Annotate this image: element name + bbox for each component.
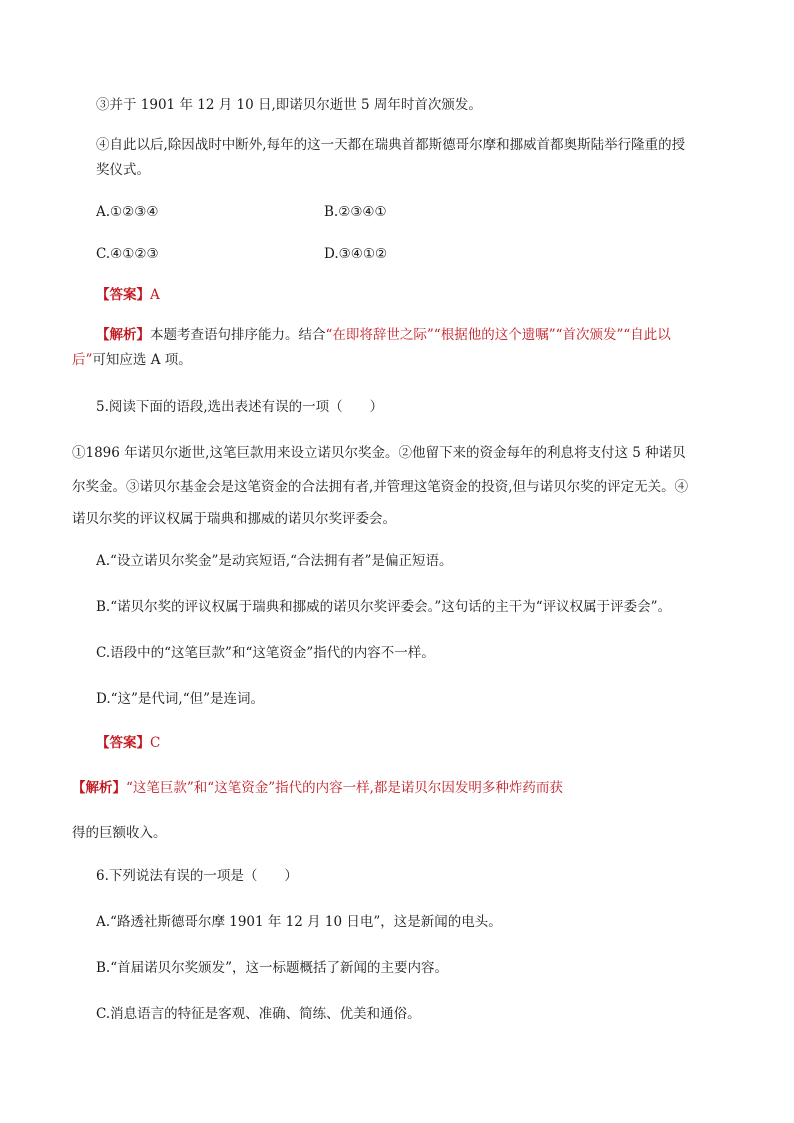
analysis-quote-end: 后” xyxy=(72,352,93,368)
q5-option-b: B.“诺贝尔奖的评议权属于瑞典和挪威的诺贝尔奖评委会。”这句话的主干为“评议权属于评委会”。 xyxy=(96,599,672,615)
sentence-4-line-1: ④自此以后,除因战时中断外,每年的这一天都在瑞典首都斯德哥尔摩和挪威首都奥斯陆举行隆重的授 xyxy=(96,137,686,153)
answer-tag: 【答案】 xyxy=(96,735,150,751)
q5-passage-line-2: 尔奖金。③诺贝尔基金会是这笔资金的合法拥有者,并管理这笔资金的投资,但与诺贝尔奖的评定无关。④ xyxy=(72,479,689,495)
q6-stem: 6.下列说法有误的一项是（ ） xyxy=(96,868,298,884)
q4-analysis-line-1 xyxy=(96,325,671,345)
answer-tag: 【答案】 xyxy=(96,287,150,303)
q4-option-d: D.③④①② xyxy=(324,246,388,262)
q5-analysis-line-2: 得的巨额收入。 xyxy=(72,825,167,841)
q5-passage-line-3: 诺贝尔奖的评议权属于瑞典和挪威的诺贝尔奖评委会。 xyxy=(72,511,396,527)
analysis-text: 本题考查语句排序能力。结合 xyxy=(150,327,326,343)
q6-option-b: B.“首届诺贝尔奖颁发”，这一标题概括了新闻的主要内容。 xyxy=(96,960,449,976)
analysis-text: “这笔巨款”和“这笔资金”指代的内容一样,都是诺贝尔因发明多种炸药而获 xyxy=(126,780,563,796)
answer-value: A xyxy=(150,287,160,303)
q6-option-c: C.消息语言的特征是客观、准确、简练、优美和通俗。 xyxy=(96,1006,421,1022)
q5-analysis-line-1 xyxy=(72,778,563,798)
analysis-tag: 【解析】 xyxy=(96,327,150,343)
answer-value: C xyxy=(150,735,161,751)
sentence-3: ③并于 1901 年 12 月 10 日,即诺贝尔逝世 5 周年时首次颁发。 xyxy=(96,97,482,113)
q5-answer xyxy=(96,733,160,753)
q5-passage-line-1: ①1896 年诺贝尔逝世,这笔巨款用来设立诺贝尔奖金。②他留下来的资金每年的利息将支付这 5 种诺贝 xyxy=(72,445,686,461)
q5-option-c: C.语段中的“这笔巨款”和“这笔资金”指代的内容不一样。 xyxy=(96,645,435,661)
q4-analysis-line-2 xyxy=(72,350,192,370)
q4-answer xyxy=(96,285,160,305)
q5-option-a: A.“设立诺贝尔奖金”是动宾短语,“合法拥有者”是偏正短语。 xyxy=(96,553,453,569)
q6-option-a: A.“路透社斯德哥尔摩 1901 年 12 月 10 日电”，这是新闻的电头。 xyxy=(96,914,502,930)
q4-option-b: B.②③④① xyxy=(324,204,387,220)
q4-option-a: A.①②③④ xyxy=(96,204,159,220)
analysis-conclusion: 可知应选 A 项。 xyxy=(92,352,192,368)
sentence-4-line-2: 奖仪式。 xyxy=(96,162,150,178)
analysis-quote: “在即将辞世之际”“根据他的这个遗嘱”“首次颁发”“自此以 xyxy=(325,327,671,343)
analysis-tag: 【解析】 xyxy=(72,780,126,796)
q4-option-c: C.④①②③ xyxy=(96,246,159,262)
q5-option-d: D.“这”是代词,“但”是连词。 xyxy=(96,691,265,707)
q5-stem: 5.阅读下面的语段,选出表述有误的一项（ ） xyxy=(96,399,384,415)
